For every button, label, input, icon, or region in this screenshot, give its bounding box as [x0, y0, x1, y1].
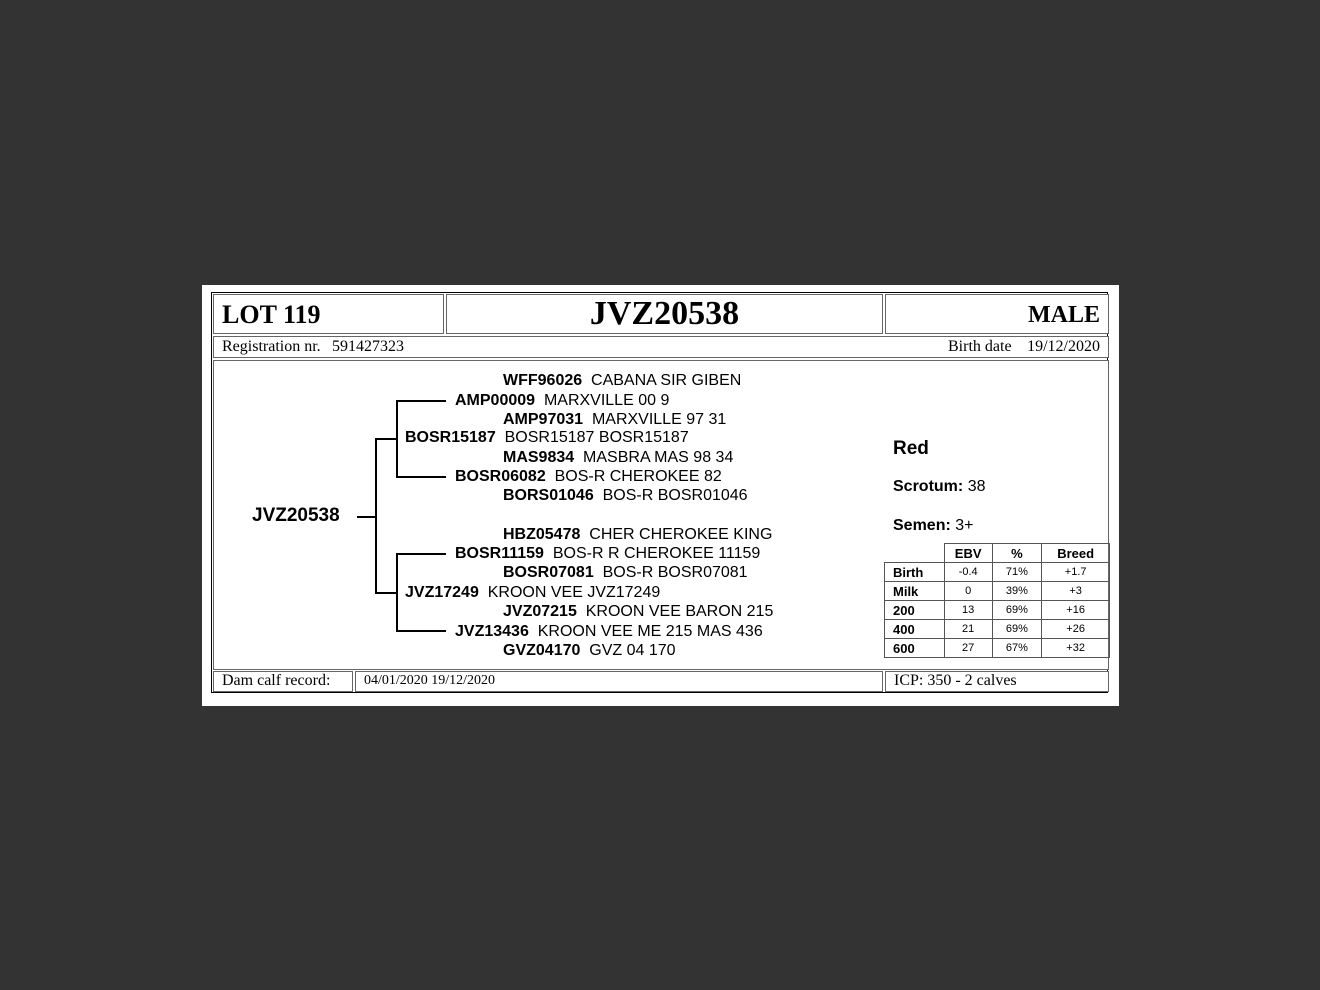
ebv-accuracy: 69% [992, 601, 1042, 620]
ped-sire-sire-dam: AMP97031 MARXVILLE 97 31 [503, 411, 727, 428]
ebv-breed-average: +3 [1042, 582, 1110, 601]
ebv-breed-average: +26 [1042, 620, 1110, 639]
registration-label: Registration nr. [222, 338, 321, 355]
connector-dam-sire [396, 553, 446, 555]
ped-dam-dam-sire: JVZ07215 KROON VEE BARON 215 [503, 603, 774, 620]
ped-sire-dam-sire: MAS9834 MASBRA MAS 98 34 [503, 449, 734, 466]
ebv-value: 21 [944, 620, 992, 639]
birth-date-value: 19/12/2020 [1027, 338, 1100, 355]
ebv-accuracy: 69% [992, 620, 1042, 639]
pedigree-panel [213, 360, 1109, 670]
ebv-value: 13 [944, 601, 992, 620]
dam-calf-label: Dam calf record: [222, 672, 331, 689]
sex-cell [885, 294, 1109, 334]
animal-id-cell [446, 294, 883, 334]
icp-value: ICP: 350 - 2 calves [894, 672, 1017, 689]
registration-row [213, 336, 1109, 358]
color-trait: Red [893, 438, 929, 459]
connector-sire-dam [396, 476, 446, 478]
ebv-row-200 [885, 601, 1110, 620]
connector-dam-vertical [396, 553, 398, 632]
ebv-row-birth [885, 563, 1110, 582]
connector-sire-vertical [396, 400, 398, 478]
ebv-accuracy: 67% [992, 639, 1042, 658]
ped-dam-dam-dam: GVZ04170 GVZ 04 170 [503, 642, 676, 659]
ebv-row-label: Birth [885, 563, 945, 582]
ped-sire-sire-sire: WFF96026 CABANA SIR GIBEN [503, 372, 742, 389]
connector-sire-sire [396, 400, 446, 402]
animal-id-title: JVZ20538 [589, 295, 740, 332]
ped-dam-dam: JVZ13436 KROON VEE ME 215 MAS 436 [455, 623, 763, 640]
connector-sire-stub [375, 438, 397, 440]
ebv-header-row [885, 544, 1110, 563]
ebv-accuracy: 71% [992, 563, 1042, 582]
lot-cell [213, 294, 444, 334]
semen-trait: Semen: 3+ [893, 517, 974, 534]
ped-sire: BOSR15187 BOSR15187 BOSR15187 [405, 429, 689, 446]
ebv-row-label: 200 [885, 601, 945, 620]
ebv-header-ebv: EBV [944, 544, 992, 563]
sex-label: MALE [1028, 302, 1100, 328]
ebv-row-400 [885, 620, 1110, 639]
ebv-header-breed: Breed [1042, 544, 1110, 563]
connector-main-vertical [375, 438, 377, 594]
dam-calf-value-cell [355, 671, 883, 692]
ebv-breed-average: +16 [1042, 601, 1110, 620]
dam-calf-label-cell [213, 671, 353, 692]
connector-dam-stub [375, 592, 397, 594]
scrotum-trait: Scrotum: 38 [893, 478, 986, 495]
ped-dam: JVZ17249 KROON VEE JVZ17249 [405, 584, 661, 601]
subject-id: JVZ20538 [252, 505, 340, 526]
ebv-row-label: 400 [885, 620, 945, 639]
connector-subject [357, 516, 376, 518]
ebv-breed-average: +1.7 [1042, 563, 1110, 582]
ebv-accuracy: 39% [992, 582, 1042, 601]
ebv-value: 0 [944, 582, 992, 601]
ebv-breed-average: +32 [1042, 639, 1110, 658]
ebv-row-label: Milk [885, 582, 945, 601]
lot-card [202, 285, 1119, 706]
ped-sire-sire: AMP00009 MARXVILLE 00 9 [455, 392, 670, 409]
ped-sire-dam: BOSR06082 BOS-R CHEROKEE 82 [455, 468, 722, 485]
ebv-value: -0.4 [944, 563, 992, 582]
ped-sire-dam-dam: BORS01046 BOS-R BOSR01046 [503, 487, 748, 504]
ebv-row-milk [885, 582, 1110, 601]
ped-dam-sire-sire: HBZ05478 CHER CHEROKEE KING [503, 526, 773, 543]
ped-dam-sire-dam: BOSR07081 BOS-R BOSR07081 [503, 564, 748, 581]
ebv-value: 27 [944, 639, 992, 658]
ped-dam-sire: BOSR11159 BOS-R R CHEROKEE 11159 [455, 545, 761, 562]
ebv-row-label: 600 [885, 639, 945, 658]
ebv-row-600 [885, 639, 1110, 658]
ebv-table [884, 543, 1110, 658]
dam-calf-value: 04/01/2020 19/12/2020 [364, 673, 496, 688]
connector-dam-dam [396, 630, 446, 632]
birth-date-label: Birth date [948, 338, 1012, 355]
registration-number: 591427323 [332, 338, 404, 355]
ebv-header-pct: % [992, 544, 1042, 563]
icp-cell [885, 671, 1109, 692]
lot-number: LOT 119 [222, 300, 321, 329]
